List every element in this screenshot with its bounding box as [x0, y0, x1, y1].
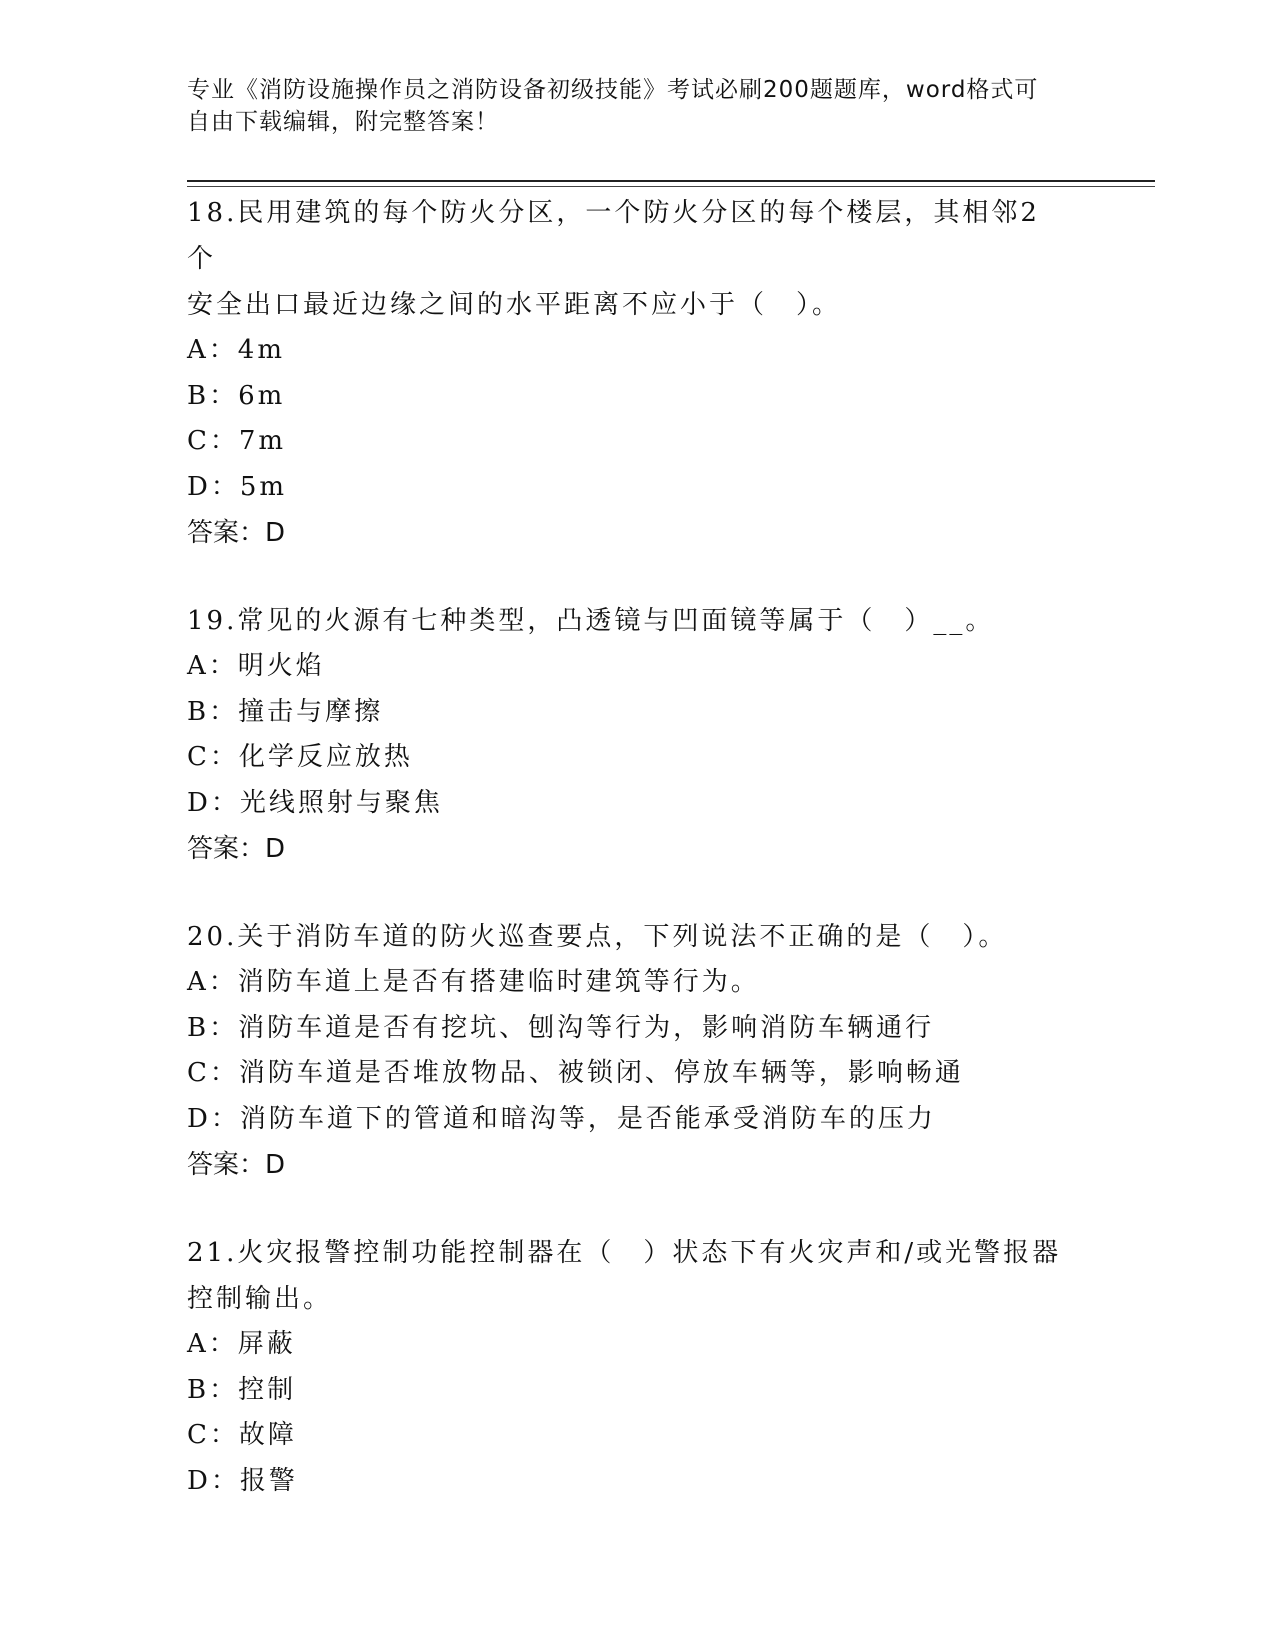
answer-line: 答案：D: [187, 1150, 286, 1180]
option-a: A：屏蔽: [187, 1329, 296, 1359]
answer-line: 答案：D: [187, 834, 286, 864]
option-a: A：明火焰: [187, 651, 325, 681]
option-a: A：4m: [187, 335, 285, 365]
question-spacer: [187, 1188, 1067, 1230]
question-stem-line: 21.火灾报警控制功能控制器在（ ）状态下有火灾声和/或光警报器: [187, 1238, 1062, 1268]
question-stem-line: 安全出口最近边缘之间的水平距离不应小于（ ）。: [187, 290, 842, 320]
question-stem-line: 19.常见的火源有七种类型，凸透镜与凹面镜等属于（ ）__。: [187, 606, 995, 636]
option-b: B：撞击与摩擦: [187, 696, 384, 727]
header-line-2: 自由下载编辑，附完整答案！: [187, 109, 499, 135]
header-divider-thin: [187, 186, 1155, 187]
question-stem-line: 控制输出。: [187, 1284, 333, 1314]
option-c: C：消防车道是否堆放物品、被锁闭、停放车辆等，影响畅通: [187, 1058, 964, 1088]
question-spacer: [187, 556, 1067, 598]
option-d: D：消防车道下的管道和暗沟等，是否能承受消防车的压力: [187, 1103, 936, 1134]
option-b: B：消防车道是否有挖坑、刨沟等行为，影响消防车辆通行: [187, 1012, 935, 1043]
header-divider-thick: [187, 180, 1155, 182]
option-c: C：化学反应放热: [187, 742, 413, 772]
option-b: B：控制: [187, 1374, 297, 1405]
question-stem-line: 18.民用建筑的每个防火分区，一个防火分区的每个楼层，其相邻2个: [187, 198, 1040, 274]
header-line-1: 专业《消防设施操作员之消防设备初级技能》考试必刷200题题库，word格式可: [187, 77, 1039, 103]
question-stem-line: 20.关于消防车道的防火巡查要点，下列说法不正确的是（ ）。: [187, 922, 1008, 952]
option-d: D：光线照射与聚焦: [187, 787, 443, 818]
question-18: [187, 190, 1067, 556]
document-header: [187, 74, 1067, 138]
question-21: [187, 1230, 1067, 1504]
question-19: [187, 598, 1067, 872]
answer-line: 答案：D: [187, 518, 286, 548]
option-c: C：7m: [187, 426, 287, 456]
option-d: D：5m: [187, 471, 288, 502]
question-list: [187, 190, 1067, 1504]
question-20: [187, 914, 1067, 1188]
option-b: B：6m: [187, 380, 286, 411]
option-d: D：报警: [187, 1465, 298, 1496]
question-spacer: [187, 872, 1067, 914]
option-c: C：故障: [187, 1420, 297, 1450]
option-a: A：消防车道上是否有搭建临时建筑等行为。: [187, 967, 760, 997]
